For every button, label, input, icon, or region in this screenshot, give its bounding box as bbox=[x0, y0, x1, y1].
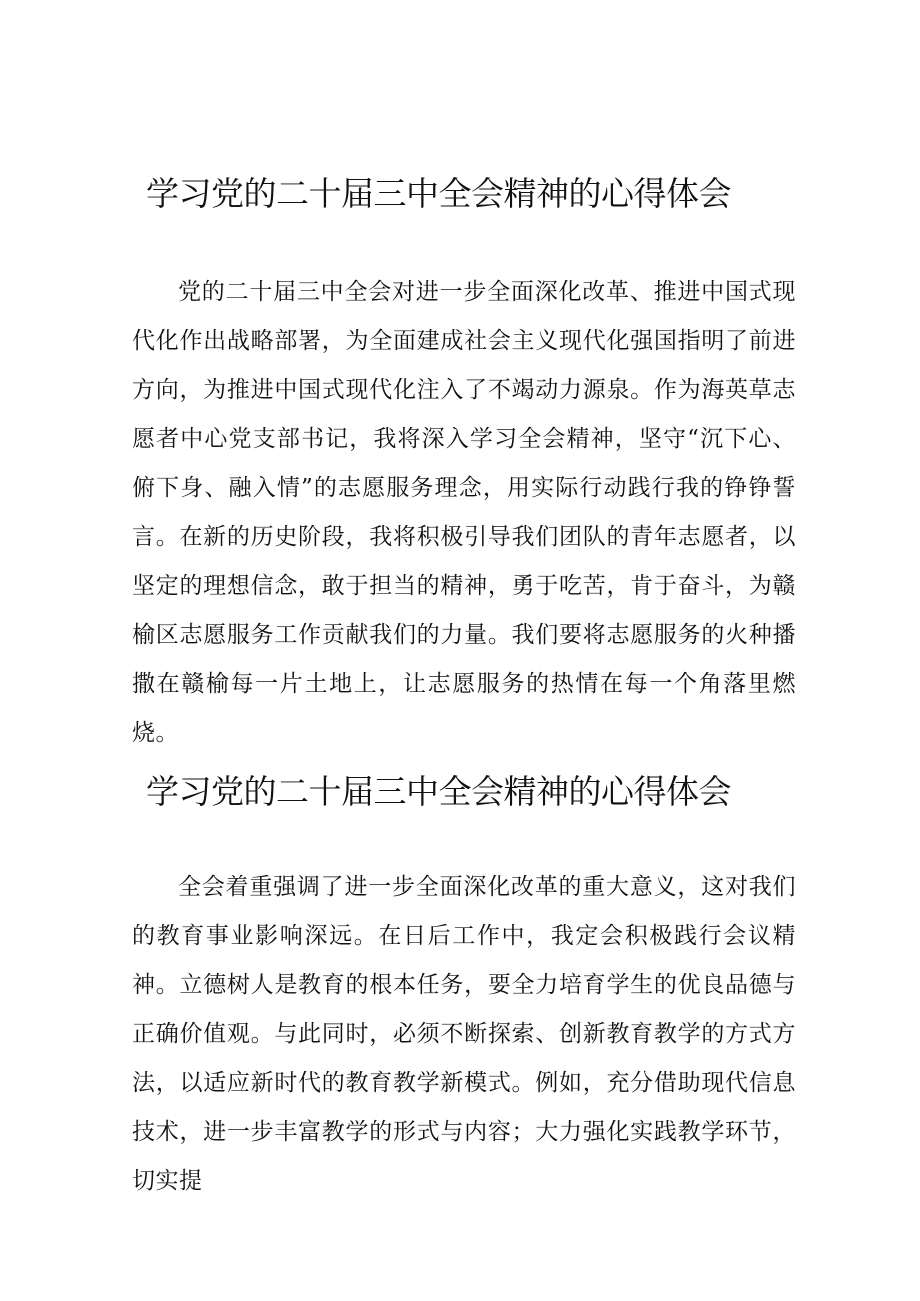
article-section-1 bbox=[0, 170, 920, 746]
article-section-2 bbox=[0, 768, 920, 1194]
article-body-paragraph: 全会着重强调了进一步全面深化改革的重大意义，这对我们的教育事业影响深远。在日后工作中，我定会积极践行会议精神。立德树人是教育的根本任务，要全力培育学生的优良品德与正确价值观。与此同时，必须不断探索、创新教育教学的方式方法，以适应新时代的教育教学新模式。例如，充分借助现代信息技术，进一步丰富教学的形式与内容；大力强化实践教学环节，切实提 bbox=[132, 874, 796, 1194]
article-title: 学习党的二十届三中全会精神的心得体会 bbox=[146, 174, 731, 213]
article-title: 学习党的二十届三中全会精神的心得体会 bbox=[146, 772, 731, 811]
article-body-paragraph: 党的二十届三中全会对进一步全面深化改革、推进中国式现代化作出战略部署，为全面建成社会主义现代化强国指明了前进方向，为推进中国式现代化注入了不竭动力源泉。作为海英草志愿者中心党支部书记，我将深入学习全会精神，坚守“沉下心、俯下身、融入情”的志愿服务理念，用实际行动践行我的铮铮誓言。在新的历史阶段，我将积极引导我们团队的青年志愿者，以坚定的理想信念，敢于担当的精神，勇于吃苦，肯于奋斗，为赣榆区志愿服务工作贡献我们的力量。我们要将志愿服务的火种播撒在赣榆每一片土地上，让志愿服务的热情在每一个角落里燃烧。 bbox=[132, 279, 796, 746]
